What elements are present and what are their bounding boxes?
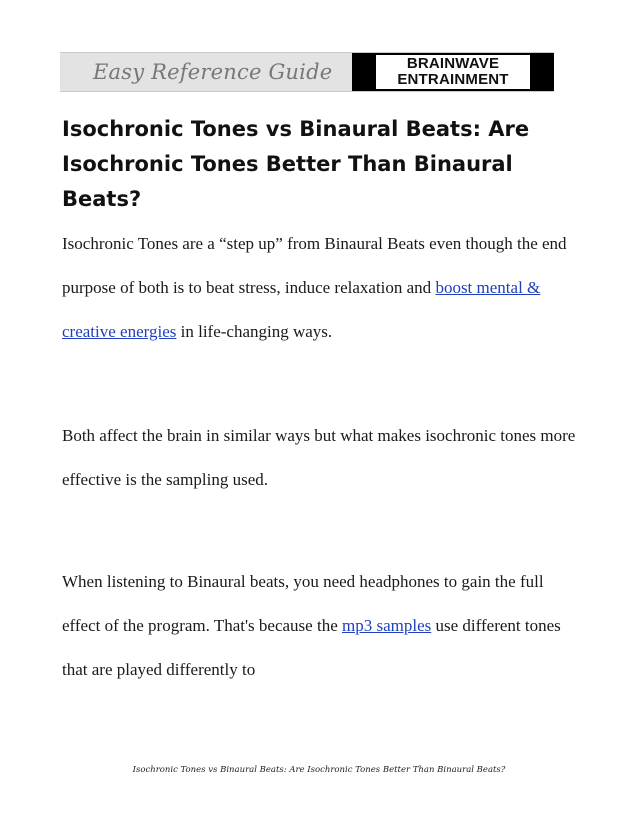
paragraph-3-text-start: When listening to Binaural beats, you need headphones to gain the full effect of the program. That's because the <box>62 572 544 635</box>
logo-line-1: BRAINWAVE <box>406 55 500 72</box>
paragraph-1-text-start: Isochronic Tones are a “step up” from Binaural Beats even though the end purpose of both is to beat stress, induce relaxation and <box>62 234 567 297</box>
mp3-samples-link[interactable]: mp3 samples <box>342 616 432 635</box>
paragraph-3 <box>62 560 582 692</box>
brainwave-entrainment-logo <box>375 54 531 90</box>
brainwave-logo-panel <box>352 53 554 91</box>
paragraph-1 <box>62 222 582 354</box>
page-footer: Isochronic Tones vs Binaural Beats: Are Isochronic Tones Better Than Binaural Beats? <box>132 765 506 775</box>
logo-line-2: ENTRAINMENT <box>397 71 509 88</box>
document-header <box>60 52 554 92</box>
article-headline: Isochronic Tones vs Binaural Beats: Are Isochronic Tones Better Than Binaural Beats? <box>62 117 530 211</box>
header-title: Easy Reference Guide <box>93 60 333 84</box>
paragraph-3-text-end: use different tones that are played differently to <box>62 616 561 679</box>
boost-energies-link[interactable]: boost mental & creative energies <box>62 278 541 341</box>
paragraph-1-text-end: in life-changing ways. <box>176 322 333 341</box>
header-title-panel <box>60 53 352 91</box>
paragraph-2: Both affect the brain in similar ways but what makes isochronic tones more effective is the sampling used. <box>62 426 576 489</box>
